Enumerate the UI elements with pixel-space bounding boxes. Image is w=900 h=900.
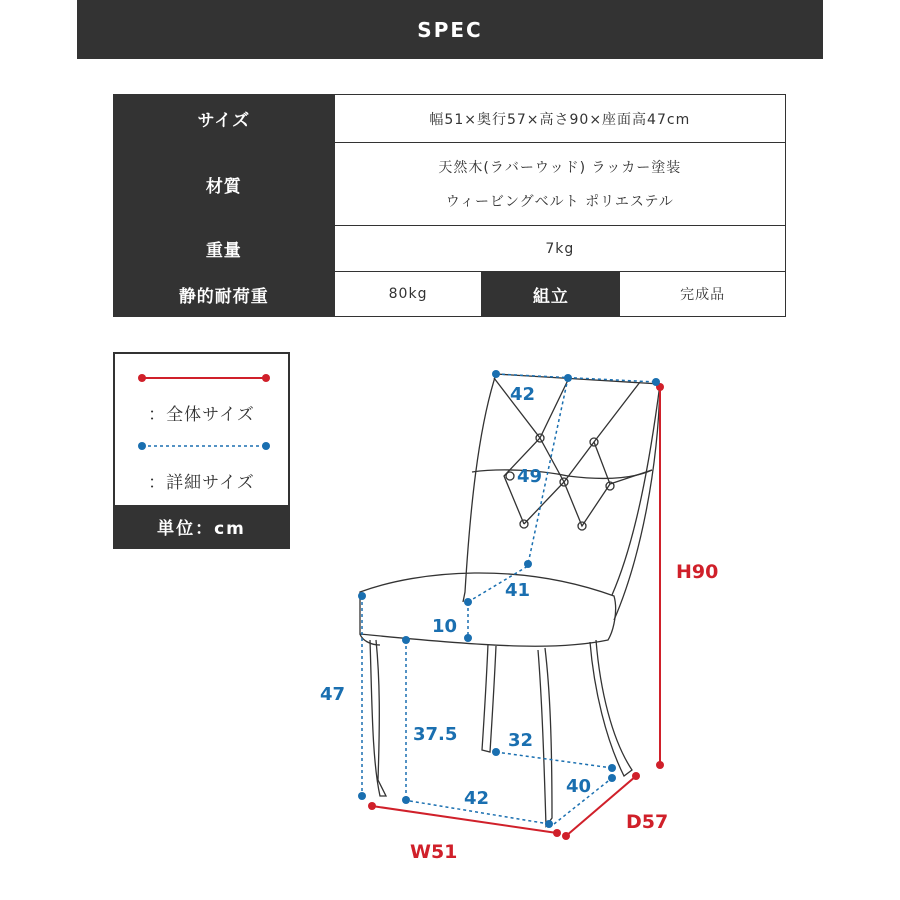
rear-left-leg — [482, 644, 496, 752]
page-title: SPEC — [417, 17, 483, 42]
seat-depth-value: 41 — [505, 580, 531, 601]
depth-total-label: D57 — [626, 811, 669, 833]
depth-dot-left — [562, 832, 570, 840]
chair-back-right-edge — [614, 384, 660, 620]
size-value: 幅51×奥行57×高さ90×座面高47cm — [334, 95, 785, 143]
seat-thickness-value: 10 — [432, 616, 458, 637]
weight-label: 重量 — [114, 226, 335, 272]
material-line-1: 天然木(ラバーウッド) ラッカー塗装 — [438, 160, 682, 176]
leg-height-value: 37.5 — [413, 724, 458, 745]
back-width-value: 42 — [510, 384, 536, 405]
rear-leg-span-line — [496, 752, 612, 768]
unit-label: 単位：cm — [115, 505, 288, 547]
button-tuft-3 — [506, 472, 514, 480]
chair-back-left-edge — [463, 374, 496, 602]
seat-height-value: 47 — [320, 684, 346, 705]
side-leg-span-value: 40 — [566, 776, 592, 797]
weight-value: 7kg — [334, 226, 785, 272]
width-dot-left — [368, 802, 376, 810]
overall-size-label: ：全体サイズ — [148, 405, 255, 425]
depth-dot-right — [632, 772, 640, 780]
load-value: 80kg — [334, 272, 482, 317]
width-dot-right — [553, 829, 561, 837]
front-left-leg — [370, 640, 386, 796]
load-label: 静的耐荷重 — [114, 272, 335, 317]
assembly-label: 組立 — [482, 272, 620, 317]
assembly-value: 完成品 — [620, 272, 786, 317]
height-dot-bottom — [656, 761, 664, 769]
front-right-leg — [538, 648, 552, 826]
width-total-label: W51 — [410, 841, 458, 863]
height-total-label: H90 — [676, 561, 719, 583]
detail-size-label: ：詳細サイズ — [148, 473, 255, 493]
front-leg-span-value: 42 — [464, 788, 490, 809]
size-label: サイズ — [114, 95, 335, 143]
back-width-line — [496, 374, 656, 382]
material-line-2: ウィービングベルト ポリエステル — [445, 194, 674, 210]
material-label: 材質 — [114, 143, 335, 226]
rear-leg-span-value: 32 — [508, 730, 534, 751]
overall-dimensions — [368, 383, 664, 840]
rear-right-leg — [590, 640, 632, 776]
back-height-value: 49 — [517, 466, 543, 487]
chair-seat — [360, 573, 616, 646]
